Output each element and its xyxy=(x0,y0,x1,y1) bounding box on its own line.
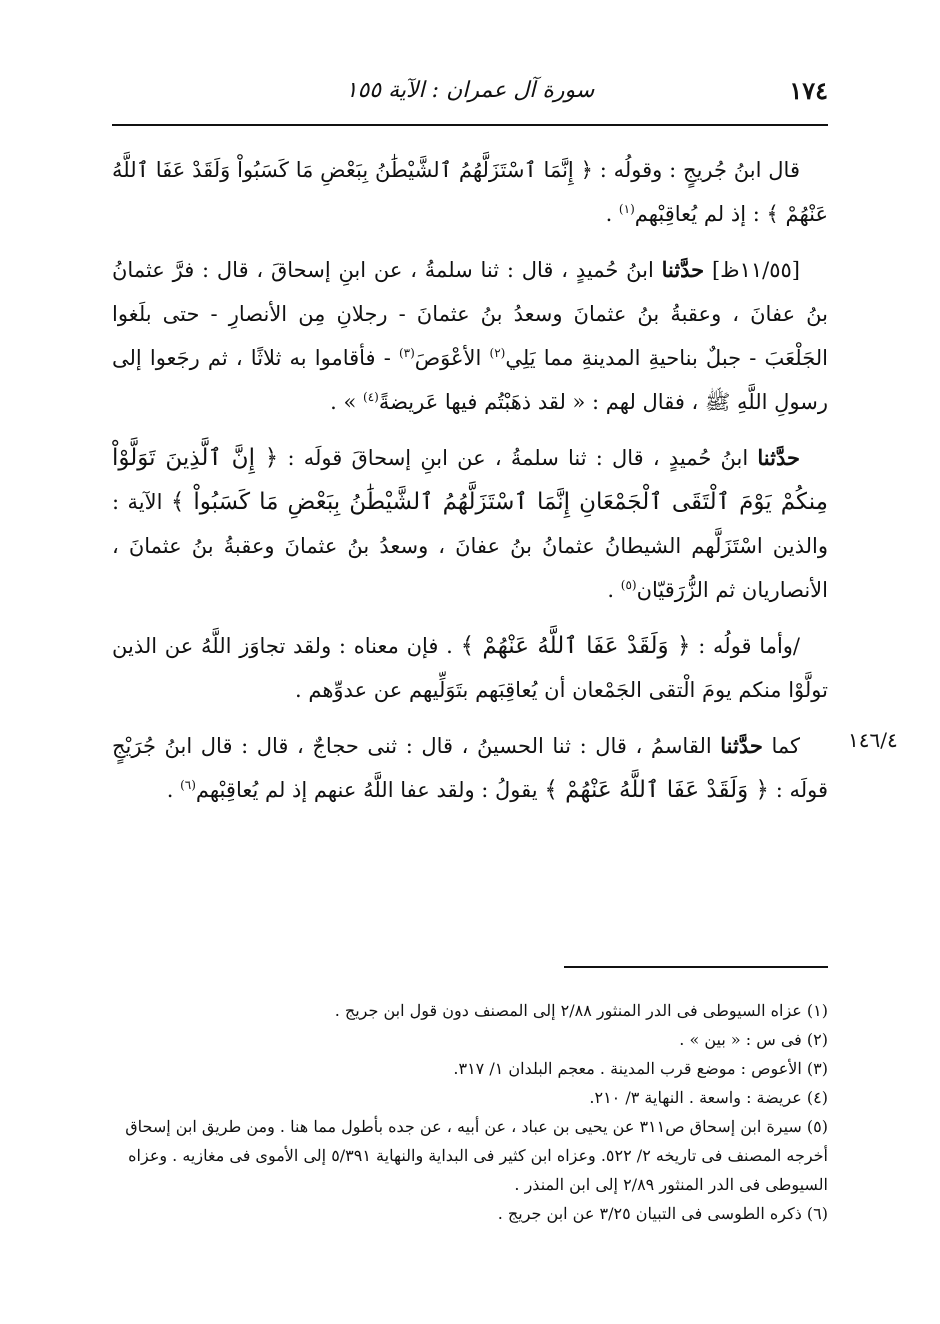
text: القاسمُ ، قال : ثنا الحسينُ ، قال : ثنى حجاجٌ ، قال : قال ابنُ جُرَيْجٍ قولَه : xyxy=(112,734,828,802)
page-header xyxy=(112,70,828,114)
footnotes xyxy=(112,996,828,1228)
hadith-keyword: حدَّثنا xyxy=(661,257,705,282)
footnote-ref: (١) xyxy=(618,202,635,216)
running-title: سورة آل عمران : الآية ١٥٥ xyxy=(345,78,595,103)
quran-verse: ﴿ وَلَقَدْ عَفَا ٱللَّهُ عَنْهُمْ ﴾ xyxy=(460,633,691,659)
footnote-1: (١) عزاه السيوطى فى الدر المنثور ٢/٨٨ إلى المصنف دون قول ابن جريج . xyxy=(334,1001,828,1020)
footnote-ref: (٦) xyxy=(180,778,196,792)
hadith-keyword: حدَّثنا xyxy=(720,733,763,758)
footnote-4: (٤) عريضة : واسعة . النهاية ٣/ ٢١٠. xyxy=(589,1088,828,1107)
text: ابنُ حُميدٍ ، قال : ثنا سلمةُ ، عن ابنِ إسحاقَ ، قال : فرَّ عثمانُ بنُ عفانَ ، وعقبةُ بنُ عثمانَ وسعدُ بنُ عثمانَ - رجلانِ مِن الأنصارِ - حتى بلَغوا الجَلْعَبَ - جبلٌ بناحيةِ المدينةِ مما يَلِي xyxy=(112,258,829,370)
header-rule xyxy=(112,124,828,126)
text: ابنُ حُميدٍ ، قال : ثنا سلمةُ ، عن ابنِ إسحاقَ قولَه : xyxy=(278,446,758,470)
footnote-3: (٣) الأعوص : موضع قرب المدينة . معجم البلدان ١/ ٣١٧. xyxy=(453,1059,828,1078)
footnote-rule xyxy=(564,966,828,968)
footnote-ref: (٣) xyxy=(398,346,415,360)
quran-verse: ﴿ إِنَّ ٱلَّذِينَ تَوَلَّوْاْ مِنكُمْ يَوْمَ ٱلْتَقَى ٱلْجَمْعَانِ إِنَّمَا ٱسْتَزَلَّهُمُ ٱلشَّيْطَٰنُ بِبَعْضِ مَا كَسَبُواْ ﴾ xyxy=(112,445,828,515)
text: . xyxy=(166,778,181,802)
folio-marker: [١١/٥٥ظ] xyxy=(704,258,800,282)
footnote-ref: (٢) xyxy=(489,346,506,360)
footnote-2: (٢) فى س : « بين » . xyxy=(679,1030,828,1049)
text: - فأقاموا به ثلاثًا ، ثم رجَعوا إلى رسولِ اللَّهِ ﷺ ، فقال لهم : « لقد ذهَبْتُم فيها عَريضةً xyxy=(112,346,828,414)
footnote-ref: (٤) xyxy=(363,390,379,404)
text: قال ابنُ جُريجٍ : وقولُه : ﴿ إِنَّمَا ٱسْتَزَلَّهُمُ ٱلشَّيْطَٰنُ بِبَعْضِ مَا كَسَبُواْ وَلَقَدْ عَفَا ٱللَّهُ عَنْهُمْ ﴾ : إذ لم يُعاقِبْهم xyxy=(112,158,828,226)
text: كما xyxy=(762,734,800,758)
hadith-keyword: حدَّثنا xyxy=(757,445,800,470)
text: . فإن معناه : ولقد تجاوَز اللَّهُ عن الذين تولَّوْا منكم يومَ الْتقى الجَمْعان أن يُعاقِبَهم بتَوَلِّيهم عن عدوِّهم . xyxy=(112,634,828,702)
footnote-6: (٦) ذكره الطوسى فى التبيان ٣/٢٥ عن ابن جريج . xyxy=(497,1204,828,1223)
text: الآية : والذين اسْتَزَلَّهم الشيطانُ عثمانُ بنُ عفانَ ، وسعدُ بنُ عثمانَ وعقبةُ بنُ عثمانَ ، الأنصاريان ثم الزُّرَقيّان xyxy=(112,490,828,602)
text: . xyxy=(605,202,619,226)
paragraph-4 xyxy=(112,624,828,712)
paragraph-1 xyxy=(112,148,828,236)
paragraph-2 xyxy=(112,248,828,424)
text: الأعْوَصَ xyxy=(414,346,490,370)
paragraph-3 xyxy=(112,436,828,612)
quran-verse: ﴿ وَلَقَدْ عَفَا ٱللَّهُ عَنْهُمْ ﴾ xyxy=(544,777,770,803)
footnote-5: (٥) سيرة ابن إسحاق ص٣١١ عن يحيى بن عباد ، عن أبيه ، عن جده بأطول مما هنا . ومن طريق ابن إسحاق أخرجه المصنف فى تاريخه ٢/ ٥٢٢. وعزاه ابن كثير فى البداية والنهاية ٥/٣٩١ إلى الأموى فى مغازيه . وعزاه السيوطى فى الدر المنثور ٢/٨٩ إلى ابن المنذر . xyxy=(125,1117,828,1194)
text: . xyxy=(607,578,621,602)
footnote-ref: (٥) xyxy=(620,578,637,592)
page-number: ١٧٤ xyxy=(789,76,828,105)
margin-reference: ١٤٦/٤ xyxy=(848,728,898,752)
main-text xyxy=(112,148,828,824)
text: يقولُ : ولقد عفا اللَّهُ عنهم إذ لم يُعاقِبْهم xyxy=(195,778,545,802)
text: » . xyxy=(330,390,363,414)
text: /وأما قولُه : xyxy=(690,634,801,658)
paragraph-5 xyxy=(112,724,828,812)
